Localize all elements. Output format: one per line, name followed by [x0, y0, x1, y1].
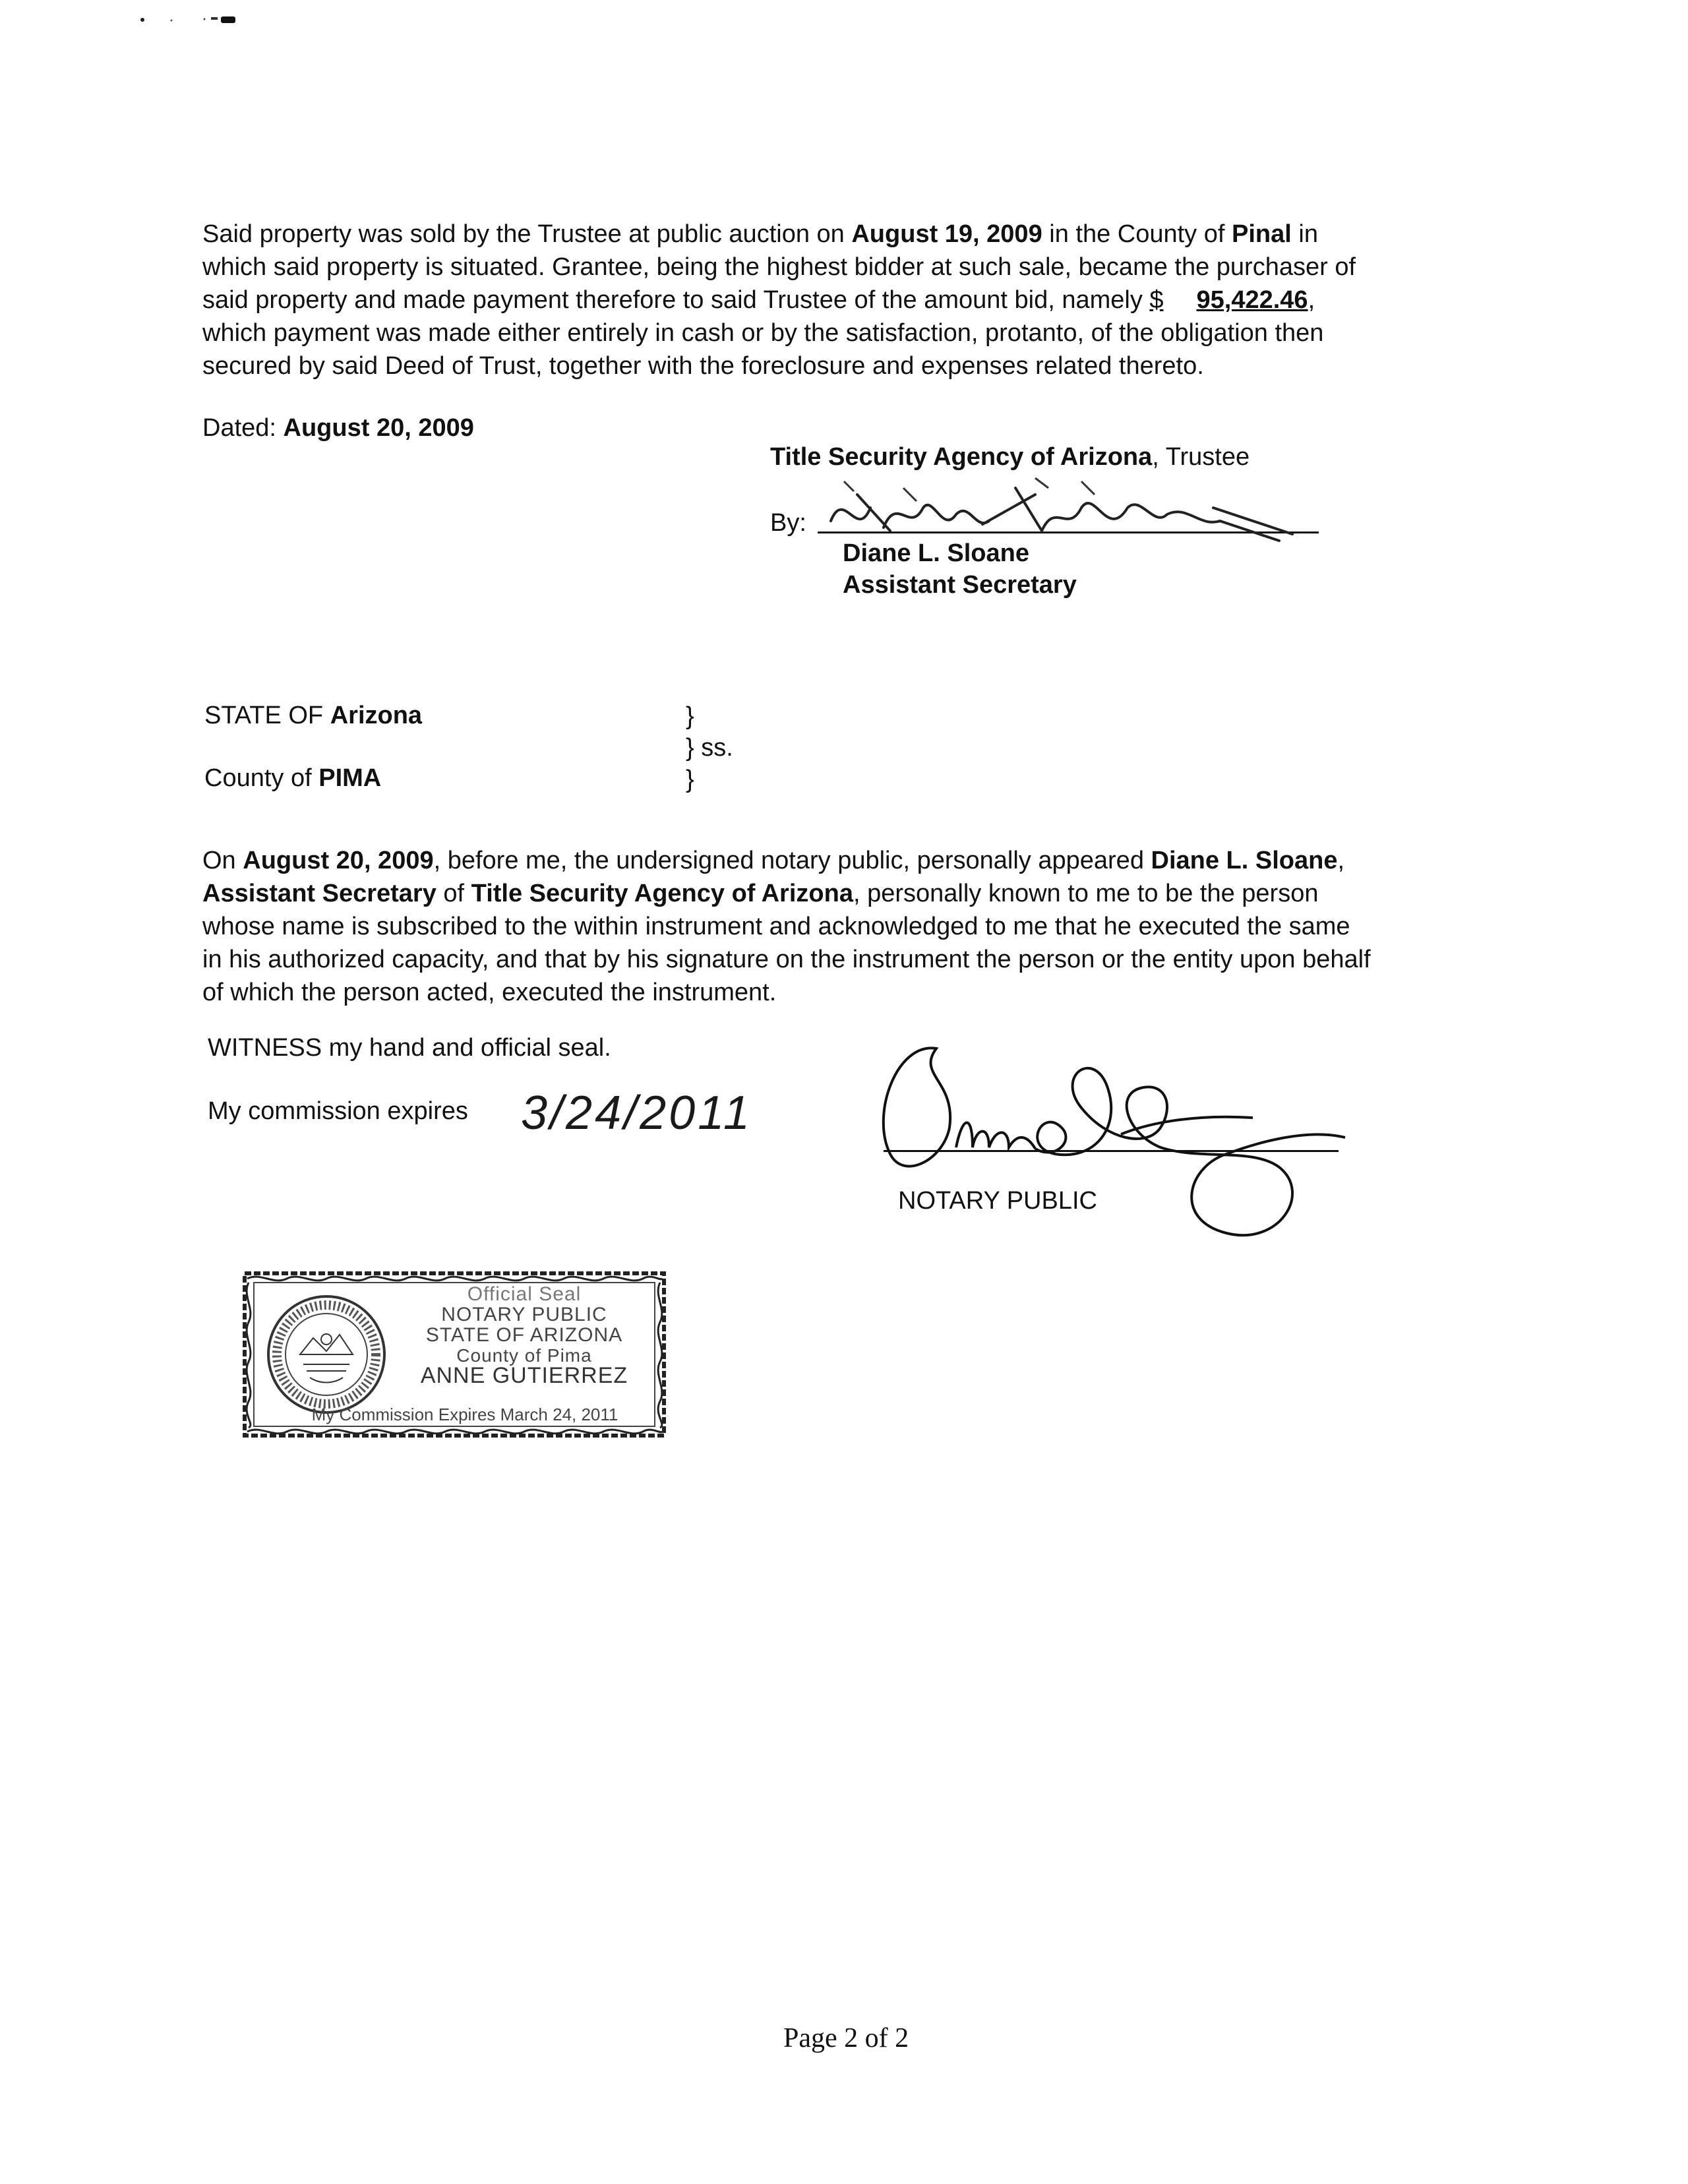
seal-commission-expires: My Commission Expires March 24, 2011 [311, 1405, 618, 1424]
ack-text: , [1337, 847, 1345, 874]
sale-text: said property and made payment therefore to said Trustee of the amount bid, namely [202, 286, 1150, 314]
ack-line-1 [202, 844, 1521, 877]
ack-signer-name: Diane L. Sloane [1151, 847, 1338, 874]
venue-county-label: County of [204, 764, 319, 792]
commission-handwritten-date: 3/24/2011 [521, 1087, 752, 1139]
seal-notary-public: NOTARY PUBLIC [441, 1304, 607, 1325]
ack-signer-title: Assistant Secretary [202, 880, 437, 907]
ack-text: of [436, 880, 471, 907]
scan-specks [132, 13, 251, 26]
page-number: Page 2 of 2 [783, 2023, 909, 2053]
dated-line [202, 411, 474, 444]
by-label: By: [770, 509, 806, 537]
trustee-role: , Trustee [1152, 443, 1250, 471]
venue-brace-1: } [686, 702, 694, 730]
seal-county: County of Pima [456, 1345, 592, 1366]
trustee-agency: Title Security Agency of Arizona [770, 443, 1153, 471]
seal-state: STATE OF ARIZONA [425, 1324, 623, 1346]
ack-line-2 [202, 877, 1521, 910]
commission-label: My commission expires [208, 1097, 468, 1125]
sale-text: Said property was sold by the Trustee at public auction on [202, 220, 852, 248]
venue-brace-3: } [686, 766, 694, 793]
sale-text: in the County of [1042, 220, 1232, 248]
notary-seal-stamp [241, 1269, 669, 1441]
ack-text: On [202, 847, 243, 874]
notary-public-label: NOTARY PUBLIC [898, 1187, 1097, 1215]
arizona-state-seal-emblem [264, 1292, 389, 1417]
auction-date: August 19, 2009 [851, 220, 1042, 248]
sale-line-4: which payment was made either entirely in cash or by the satisfaction, protanto, of the obligation then [202, 319, 1324, 347]
ack-agency: Title Security Agency of Arizona [471, 880, 853, 907]
sale-text: , [1308, 286, 1315, 314]
ack-line-5: of which the person acted, executed the instrument. [202, 979, 777, 1006]
ack-line-4: in his authorized capacity, and that by his signature on the instrument the person or the entity upon behalf [202, 946, 1371, 973]
bid-amount [1149, 286, 1308, 314]
venue-county: PIMA [318, 764, 382, 792]
sale-line-1 [202, 218, 1488, 251]
venue-state-label: STATE OF [204, 702, 330, 729]
venue-brace-ss: } ss. [686, 734, 733, 762]
venue-state-line [204, 699, 422, 732]
signer-name-line [843, 537, 1029, 570]
venue-county-line [204, 762, 381, 795]
bid-amount-value: 95,422.46 [1196, 286, 1308, 314]
signer-title: Assistant Secretary [843, 571, 1077, 599]
venue-state: Arizona [330, 702, 423, 729]
dated-date: August 20, 2009 [283, 414, 474, 442]
sale-paragraph [202, 218, 1488, 382]
sale-line-5: secured by said Deed of Trust, together with the foreclosure and expenses related thereto. [202, 352, 1204, 380]
seal-text-block [392, 1284, 656, 1386]
ack-line-3: whose name is subscribed to the within instrument and acknowledged to me that he executed the same [202, 913, 1350, 940]
sale-text: in [1291, 220, 1318, 248]
acknowledgment-paragraph [202, 844, 1521, 1009]
dated-label: Dated: [202, 414, 284, 442]
ack-text: , personally known to me to be the person [853, 880, 1319, 907]
ack-date: August 20, 2009 [243, 847, 434, 874]
seal-notary-name: ANNE GUTIERREZ [420, 1363, 628, 1388]
seal-official-seal: Official Seal [467, 1283, 582, 1305]
venue-braces [686, 700, 733, 795]
signer-title-line [843, 568, 1077, 601]
ack-text: , before me, the undersigned notary public, personally appeared [433, 847, 1151, 874]
sale-line-3 [202, 284, 1488, 317]
witness-statement: WITNESS my hand and official seal. [208, 1034, 611, 1062]
scan-specks-graphic [132, 13, 251, 26]
sale-line-2: which said property is situated. Grantee, being the highest bidder at such sale, became the purchaser of [202, 253, 1356, 281]
signer-name: Diane L. Sloane [843, 539, 1029, 567]
bid-currency: $ [1149, 286, 1164, 314]
sale-county: Pinal [1232, 220, 1292, 248]
